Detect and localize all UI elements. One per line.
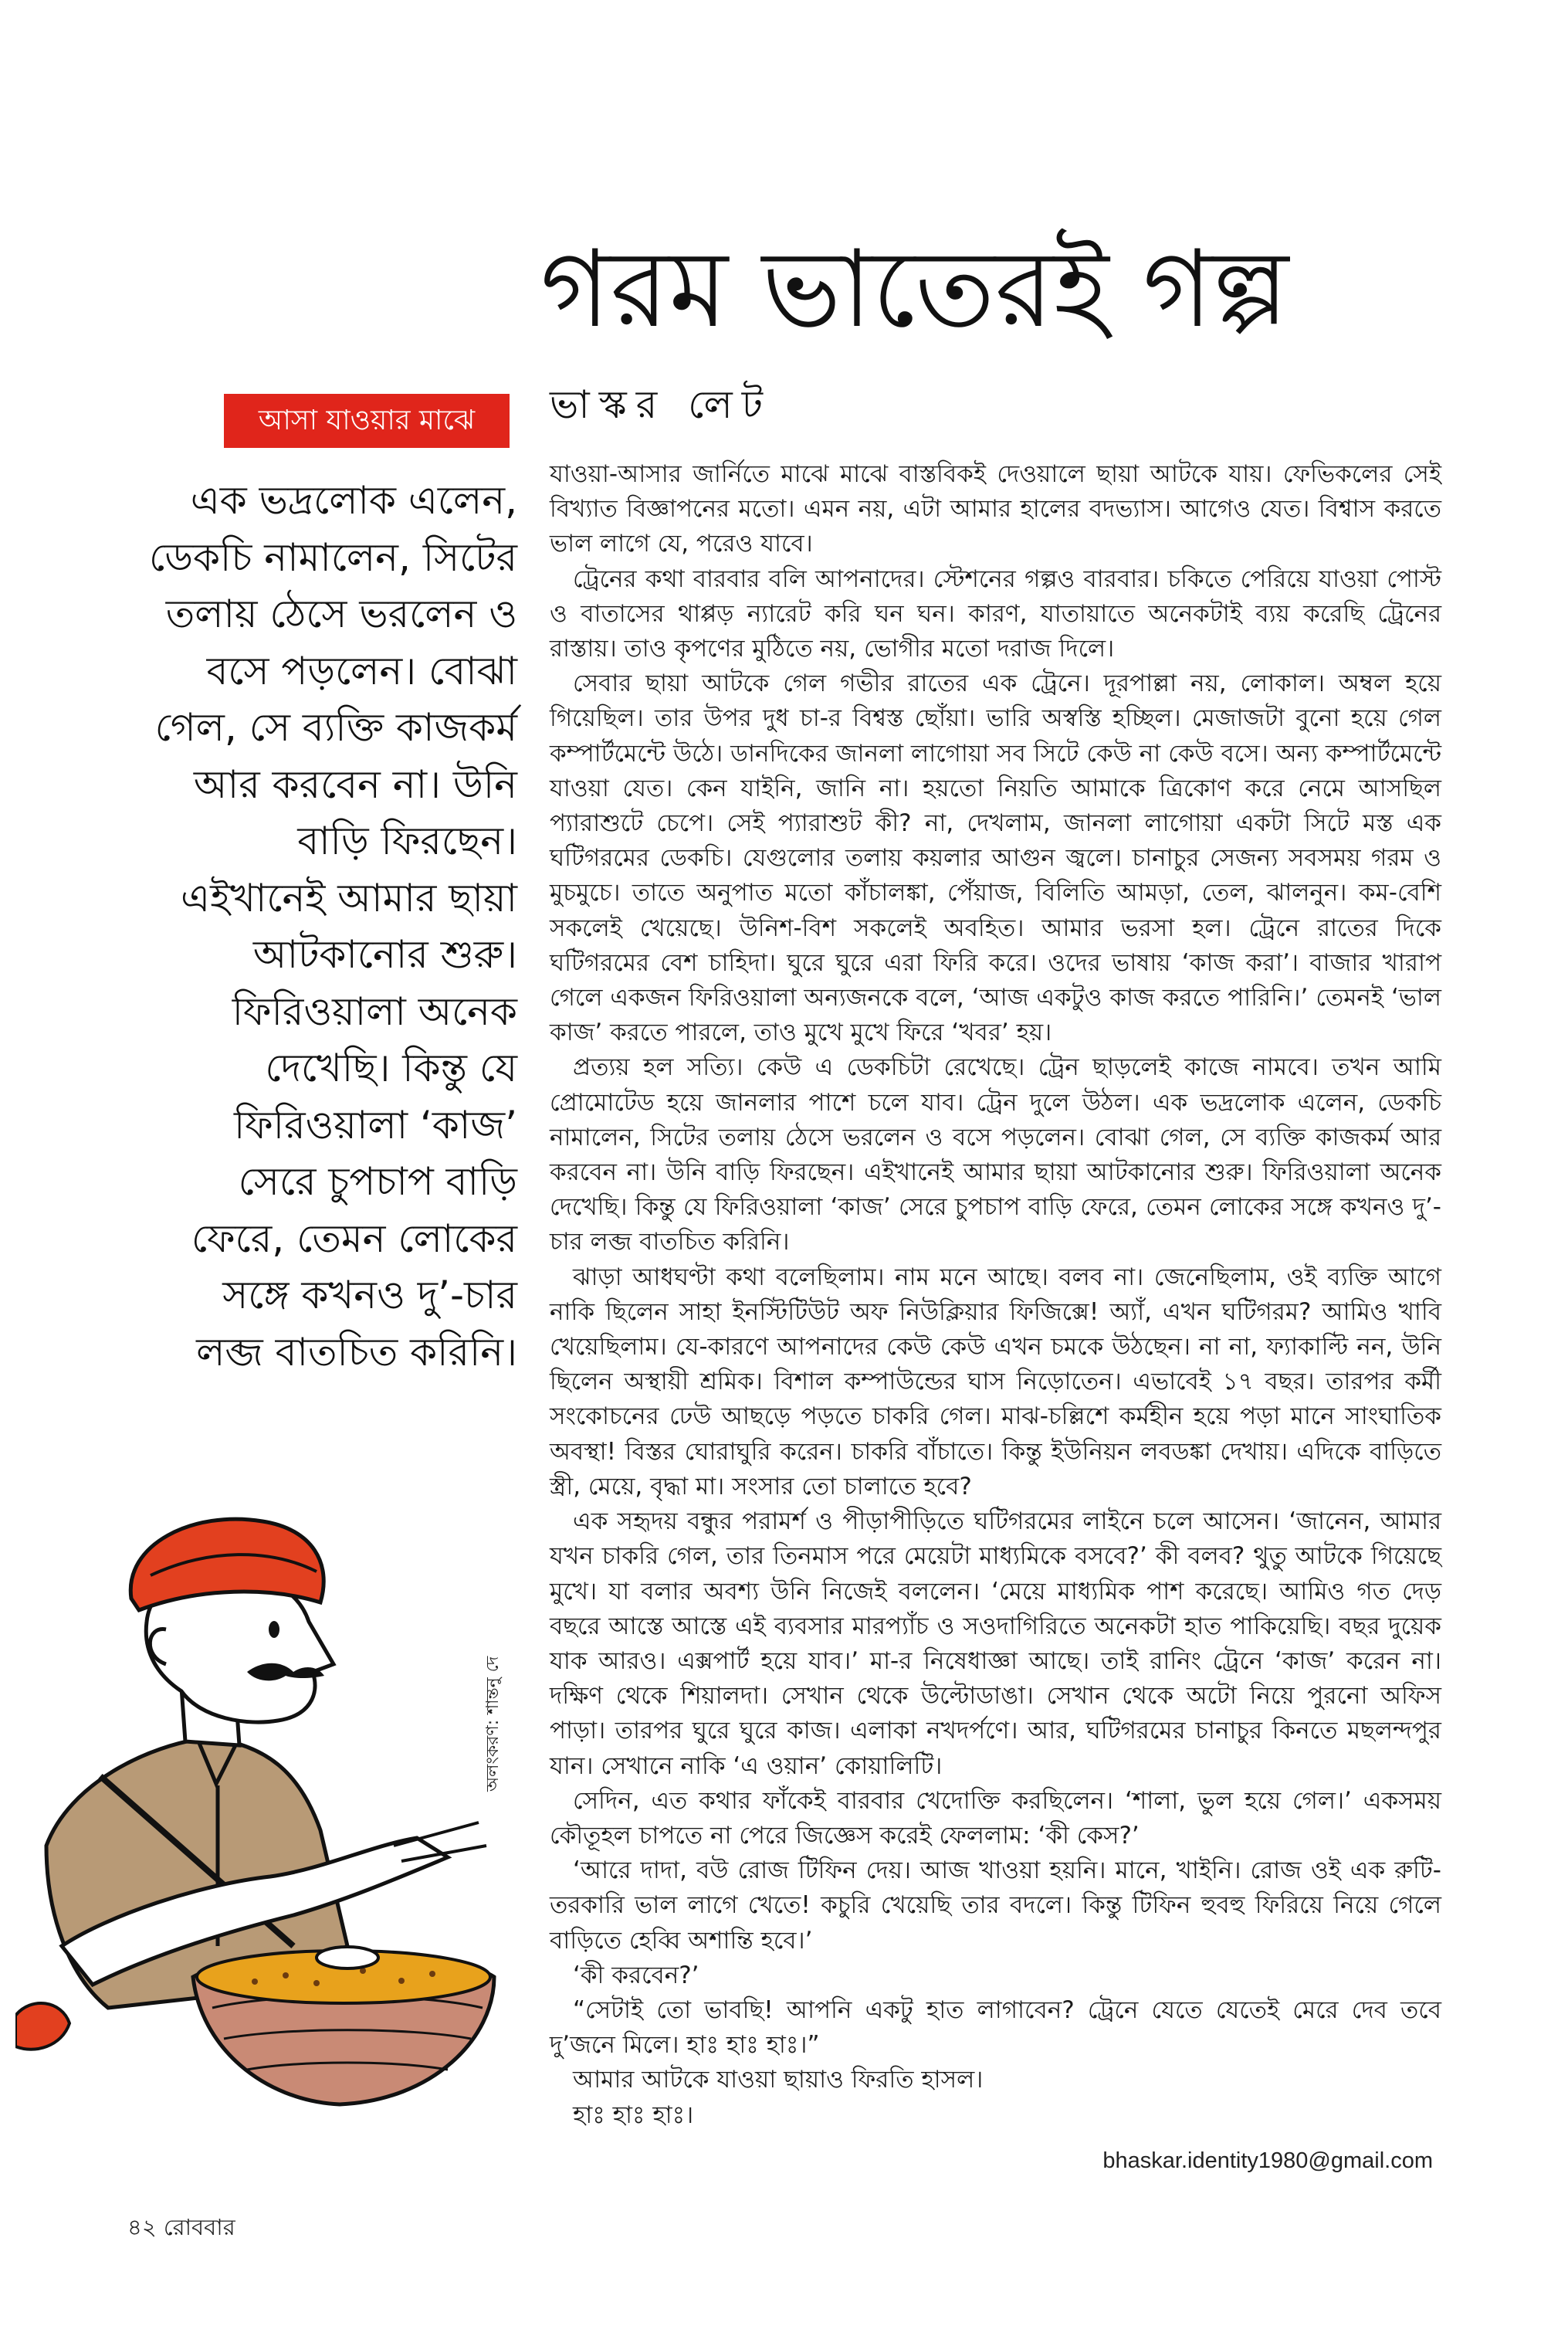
- vendor-illustration: [15, 1514, 540, 2124]
- body-paragraph: যাওয়া-আসার জার্নিতে মাঝে মাঝে বাস্তবিকই দেওয়ালে ছায়া আটকে যায়। ফেভিকলের সেই বিখ্যাত বিজ্ঞাপনের মতো। এমন নয়, এটা আমার হালের বদভ্যাস। আগেও যেত। বিশ্বাস করতে ভাল লাগে যে, পরেও যাবে।: [550, 460, 1441, 558]
- section-tag: আসা যাওয়ার মাঝে: [224, 394, 510, 448]
- body-paragraph: প্রত্যয় হল সত্যি। কেউ এ ডেকচিটা রেখেছে। ট্রেন ছাড়লেই কাজে নামবে। তখন আমি প্রোমোটেড হয়ে জানলার পাশে চলে যাব। ট্রেন দুলে উঠল। এক ভদ্রলোক এলেন, ডেকচি নামালেন, সিটের তলায় ঠেসে ভরলেন ও বসে পড়লেন। বোঝা গেল, সে ব্যক্তি কাজকর্ম আর করবেন না। উনি বাড়ি ফিরছেন। এইখানেই আমার ছায়া আটকানোর শুরু। ফিরিওয়ালা অনেক দেখেছি। কিন্তু যে ফিরিওয়ালা ‘কাজ’ সেরে চুপচাপ বাড়ি ফেরে, তেমন লোকের সঙ্গে কখনও দু’-চার লব্জ বাতচিত করিনি।: [550, 1053, 1441, 1256]
- article-body: [550, 457, 1441, 2133]
- body-paragraph: ‘আরে দাদা, বউ রোজ টিফিন দেয়। আজ খাওয়া হয়নি। মানে, খাইনি। রোজ ওই এক রুটি-তরকারি ভাল লাগে খেতে! কচুরি খেয়েছি তার বদলে। কিন্তু টিফিন হুবহু ফিরিয়ে নিয়ে গেলে বাড়িতে হেব্বি অশান্তি হবে।’: [550, 1856, 1441, 1955]
- body-paragraph: ‘কী করবেন?’: [573, 1961, 699, 1989]
- author-byline: ভাস্কর লেট: [550, 382, 772, 427]
- body-paragraph: সেদিন, এত কথার ফাঁকেই বারবার খেদোক্তি করছিলেন। ‘শালা, ভুল হয়ে গেল।’ একসময় কৌতূহল চাপতে না পেরে জিজ্ঞেস করেই ফেললাম: ‘কী কেস?’: [550, 1786, 1441, 1850]
- body-paragraph: হাঃ হাঃ হাঃ।: [573, 2101, 694, 2129]
- pull-quote: এক ভদ্রলোক এলেন, ডেকচি নামালেন, সিটের তলায় ঠেসে ভরলেন ও বসে পড়লেন। বোঝা গেল, সে ব্যক্তি কাজকর্ম আর করবেন না। উনি বাড়ি ফিরছেন। এইখানেই আমার ছায়া আটকানোর শুরু। ফিরিওয়ালা অনেক দেখেছি। কিন্তু যে ফিরিওয়ালা ‘কাজ’ সেরে চুপচাপ বাড়ি ফেরে, তেমন লোকের সঙ্গে কখনও দু’-চার লব্জ বাতচিত করিনি।: [148, 478, 517, 1375]
- body-paragraph: ট্রেনের কথা বারবার বলি আপনাদের। স্টেশনের গল্পও বারবার। চকিতে পেরিয়ে যাওয়া পোস্ট ও বাতাসের থাপ্পড় ন্যারেট করি ঘন ঘন। কারণ, যাতায়াতে অনেকটাই ব্যয় করেছি ট্রেনের রাস্তায়। তাও কৃপণের মুঠিতে নয়, ভোগীর মতো দরাজ দিলে।: [550, 565, 1441, 663]
- body-paragraph: সেবার ছায়া আটকে গেল গভীর রাতের এক ট্রেনে। দূরপাল্লা নয়, লোকাল। অম্বল হয়ে গিয়েছিল। তার উপর দুধ চা-র বিশ্বস্ত ছোঁয়া। ভারি অস্বস্তি হচ্ছিল। মেজাজটা বুনো হয়ে গেল কম্পার্টমেন্টে উঠে। ডানদিকের জানলা লাগোয়া সব সিটে কেউ না কেউ বসে। অন্য কম্পার্টমেন্টে যাওয়া যেত। কেন যাইনি, জানি না। হয়তো নিয়তি আমাকে ত্রিকোণ করে নেমে আসছিল প্যারাশুটে চেপে। সেই প্যারাশুট কী? না, দেখলাম, জানলা লাগোয়া একটা সিটে মস্ত এক ঘটিগরমের ডেকচি। যেগুলোর তলায় কয়লার আগুন জ্বলে। চানাচুর সেজন্য সবসময় গরম ও মুচমুচে। তাতে অনুপাত মতো কাঁচালঙ্কা, পেঁয়াজ, বিলিতি আমড়া, তেল, ঝালনুন। কম-বেশি সকলেই খেয়েছে। উনিশ-বিশ সকলেই অবহিত। আমার ভরসা হল। ট্রেনে রাতের দিকে ঘটিগরমের বেশ চাহিদা। ঘুরে ঘুরে এরা ফিরি করে। ওদের ভাষায় ‘কাজ করা’। বাজার খারাপ গেলে একজন ফিরিওয়ালা অন্যজনকে বলে, ‘আজ একটুও কাজ করতে পারিনি।’ তেমনই ‘ভাল কাজ’ করতে পারলে, তাও মুখে মুখে ফিরে ‘খবর’ হয়।: [550, 670, 1441, 1047]
- body-paragraph: “সেটাই তো ভাবছি! আপনি একটু হাত লাগাবেন? ট্রেনে যেতে যেতেই মেরে দেব তবে দু’জনে মিলে। হাঃ হাঃ হাঃ।”: [550, 1995, 1441, 2060]
- article-title: গরম ভাতেরই গল্প: [540, 227, 1289, 351]
- body-paragraph: এক সহৃদয় বন্ধুর পরামর্শ ও পীড়াপীড়িতে ঘটিগরমের লাইনে চলে আসেন। ‘জানেন, আমার যখন চাকরি গেল, তার তিনমাস পরে মেয়েটা মাধ্যমিকে বসবে?’ কী বলব? থুতু আটকে গিয়েছে মুখে। যা বলার অবশ্য উনি নিজেই বললেন। ‘মেয়ে মাধ্যমিক পাশ করেছে। আমিও গত দেড় বছরে আস্তে আস্তে এই ব্যবসার মারপ্যাঁচ ও সওদাগিরিতে অনেকটা হাত পাকিয়েছি। বছর দুয়েক যাক আরও। এক্সপার্ট হয়ে যাব।’ মা-র নিষেধাজ্ঞা আছে। তাই রানিং ট্রেনে ‘কাজ’ করেন না। দক্ষিণ থেকে শিয়ালদা। সেখান থেকে উল্টোডাঙা। সেখান থেকে অটো নিয়ে পুরনো অফিস পাড়া। তারপর ঘুরে ঘুরে কাজ। এলাকা নখদর্পণে। আর, ঘটিগরমের চানাচুর কিনতে মছলন্দপুর যান। সেখানে নাকি ‘এ ওয়ান’ কোয়ালিটি।: [550, 1507, 1441, 1780]
- author-email[interactable]: bhaskar.identity1980@gmail.com: [1102, 2148, 1433, 2173]
- page-folio: ৪২ রোববার: [127, 2214, 235, 2240]
- illustration-credit: অলংকরণ: শান্তনু দে: [483, 1656, 503, 1792]
- body-paragraph: আমার আটকে যাওয়া ছায়াও ফিরতি হাসল।: [573, 2066, 984, 2094]
- body-paragraph: ঝাড়া আধঘণ্টা কথা বলেছিলাম। নাম মনে আছে। বলব না। জেনেছিলাম, ওই ব্যক্তি আগে নাকি ছিলেন সাহা ইনস্টিটিউট অফ নিউক্লিয়ার ফিজিক্সে! অ্যাঁ, এখন ঘটিগরম? আমিও খাবি খেয়েছিলাম। যে-কারণে আপনাদের কেউ কেউ এখন চমকে উঠছেন। না না, ফ্যাকাল্টি নন, উনি ছিলেন অস্থায়ী শ্রমিক। বিশাল কম্পাউন্ডের ঘাস নিড়োতেন। এভাবেই ১৭ বছর। তারপর কর্মী সংকোচনের ঢেউ আছড়ে পড়তে চাকরি গেল। মাঝ-চল্লিশে কর্মহীন হয়ে পড়া মানে সাংঘাতিক অবস্থা! বিস্তর ঘোরাঘুরি করেন। চাকরি বাঁচাতে। কিন্তু ইউনিয়ন লবডঙ্কা দেখায়। এদিকে বাড়িতে স্ত্রী, মেয়ে, বৃদ্ধা মা। সংসার তো চালাতে হবে?: [550, 1263, 1441, 1500]
